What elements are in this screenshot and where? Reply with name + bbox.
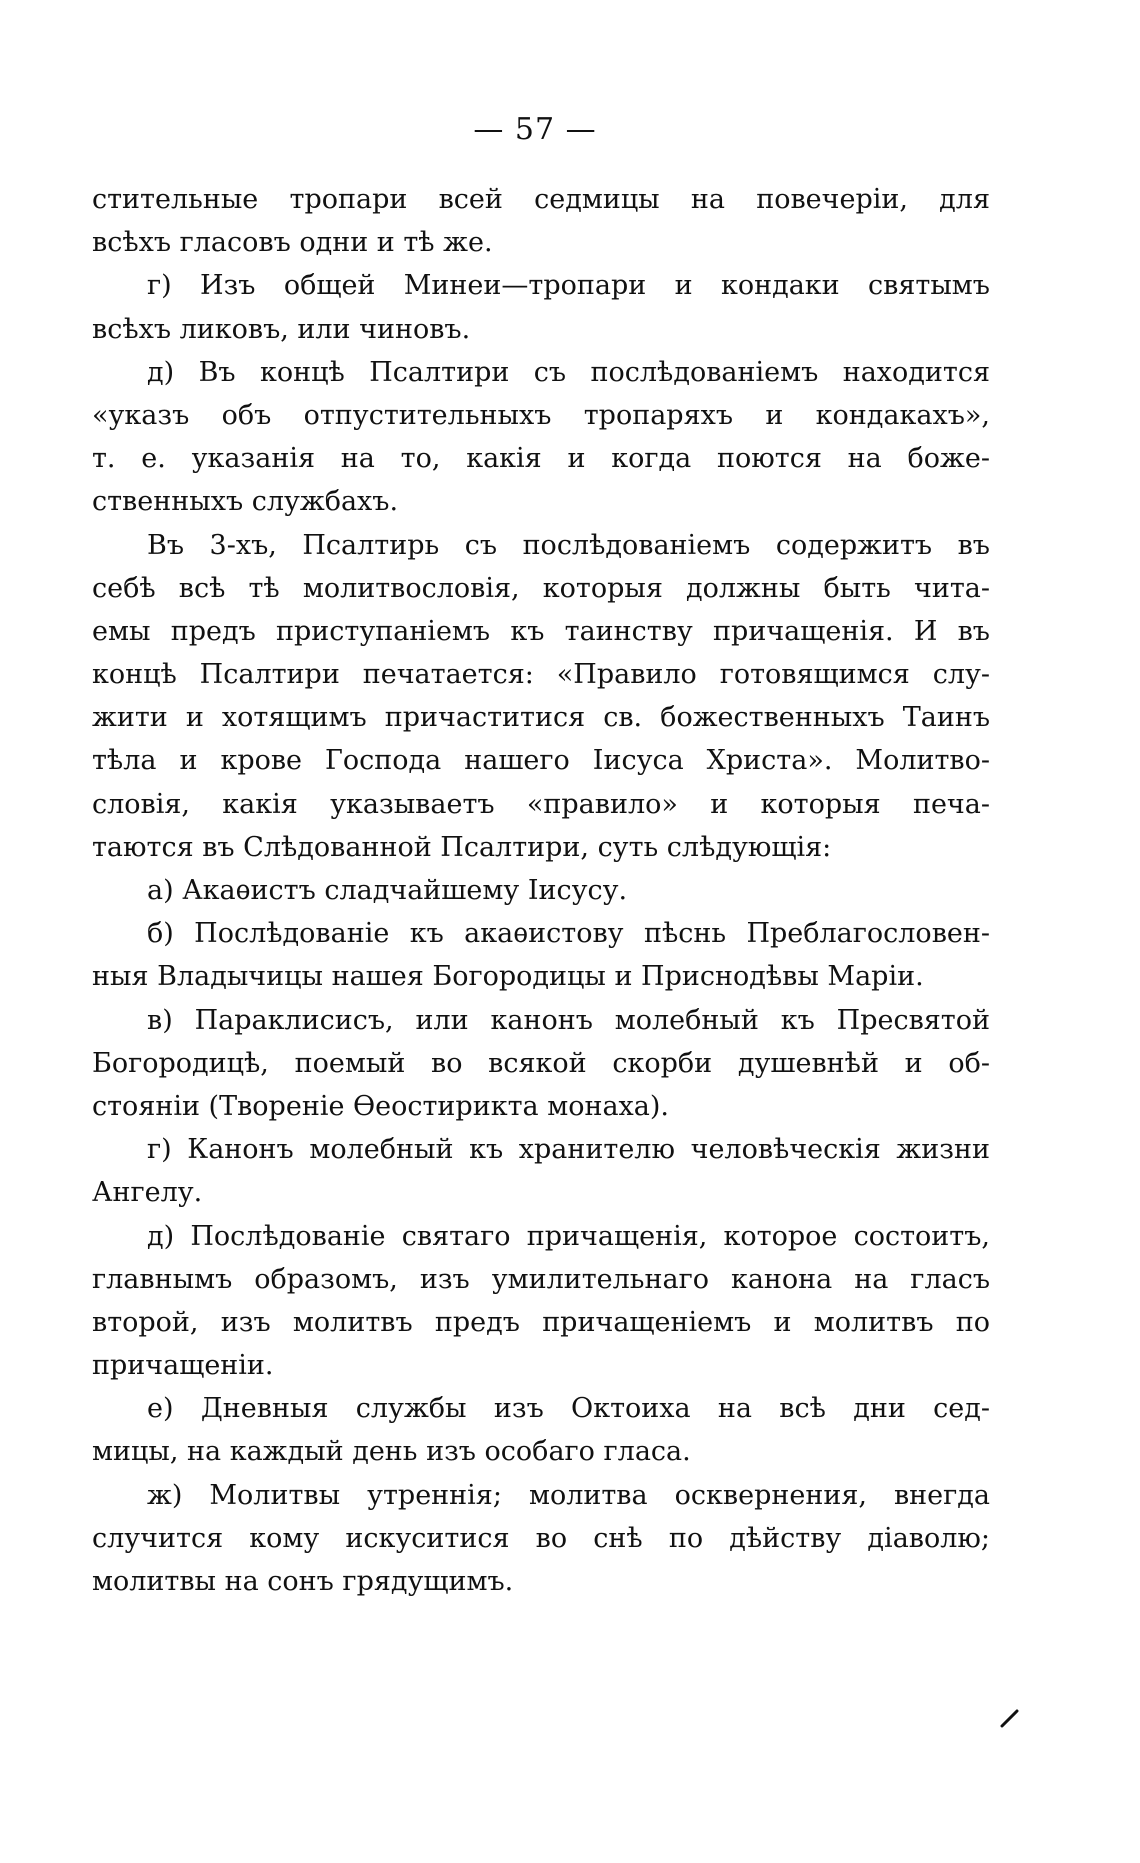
body-text [92, 178, 990, 1603]
text-line: стояніи (Твореніе Ѳеостирикта монаха). [92, 1090, 669, 1122]
text-line: мицы, на каждый день изъ особаго гласа. [92, 1436, 691, 1468]
text-line: главнымъ образомъ, изъ умилительнаго канона на гласъ [92, 1263, 990, 1295]
page-number: — 57 — [473, 112, 597, 147]
text-line: Ангелу. [92, 1177, 203, 1209]
text-line: д) Въ концѣ Псалтири съ послѣдованіемъ находится [147, 356, 990, 388]
text-line: емы предъ приступаніемъ къ таинству причащенія. И въ [92, 615, 990, 647]
text-line: причащеніи. [92, 1350, 274, 1382]
text-line: себѣ всѣ тѣ молитвословія, которыя должны быть чита- [92, 572, 990, 604]
text-line: жити и хотящимъ причаститися св. божественныхъ Таинъ [92, 702, 990, 734]
text-line: а) Акаѳистъ сладчайшему Іисусу. [147, 875, 628, 906]
text-line: стительные тропари всей седмицы на повечеріи, для [92, 184, 990, 215]
text-line: таются въ Слѣдованной Псалтири, суть слѣдующія: [92, 831, 832, 863]
text-line: г) Канонъ молебный къ хранителю человѣческія жизни [147, 1134, 990, 1166]
text-line: д) Послѣдованіе святаго причащенія, которое состоитъ, [147, 1220, 990, 1252]
text-line: ж) Молитвы утреннія; молитва осквернения, внегда [147, 1479, 990, 1511]
text-line: ственныхъ службахъ. [92, 486, 399, 518]
text-line: б) Послѣдованіе къ акаѳистову пѣснь Преблагословен- [147, 918, 990, 950]
text-line: е) Дневныя службы изъ Октоиха на всѣ дни сед- [147, 1393, 990, 1425]
pen-mark-icon [1000, 1708, 1020, 1728]
text-line: т. е. указанія на то, какія и когда поются на боже- [92, 443, 990, 475]
text-line: Въ 3-хъ, Псалтирь съ послѣдованіемъ содержитъ въ [147, 529, 990, 561]
text-line: «указъ объ отпустительныхъ тропаряхъ и кондакахъ», [92, 399, 990, 431]
text-line: всѣхъ ликовъ, или чиновъ. [92, 313, 471, 345]
text-line: всѣхъ гласовъ одни и тѣ же. [92, 227, 493, 259]
text-line: тѣла и крове Господа нашего Іисуса Христа». Молитво- [92, 745, 990, 777]
text-line: концѣ Псалтири печатается: «Правило готовящимся слу- [92, 659, 990, 691]
text-line: случится кому искуситися во снѣ по дѣйству діаволю; [92, 1522, 990, 1554]
text-line: молитвы на сонъ грядущимъ. [92, 1566, 514, 1597]
text-line: второй, изъ молитвъ предъ причащеніемъ и молитвъ по [92, 1306, 990, 1338]
text-line: г) Изъ общей Минеи—тропари и кондаки святымъ [147, 270, 990, 302]
text-line: ныя Владычицы нашея Богородицы и Приснодѣвы Маріи. [92, 961, 924, 993]
text-line: в) Параклисисъ, или канонъ молебный къ Пресвятой [147, 1004, 990, 1036]
text-line: словія, какія указываетъ «правило» и которыя печа- [92, 788, 990, 820]
text-line: Богородицѣ, поемый во всякой скорби душевнѣй и об- [92, 1047, 990, 1079]
